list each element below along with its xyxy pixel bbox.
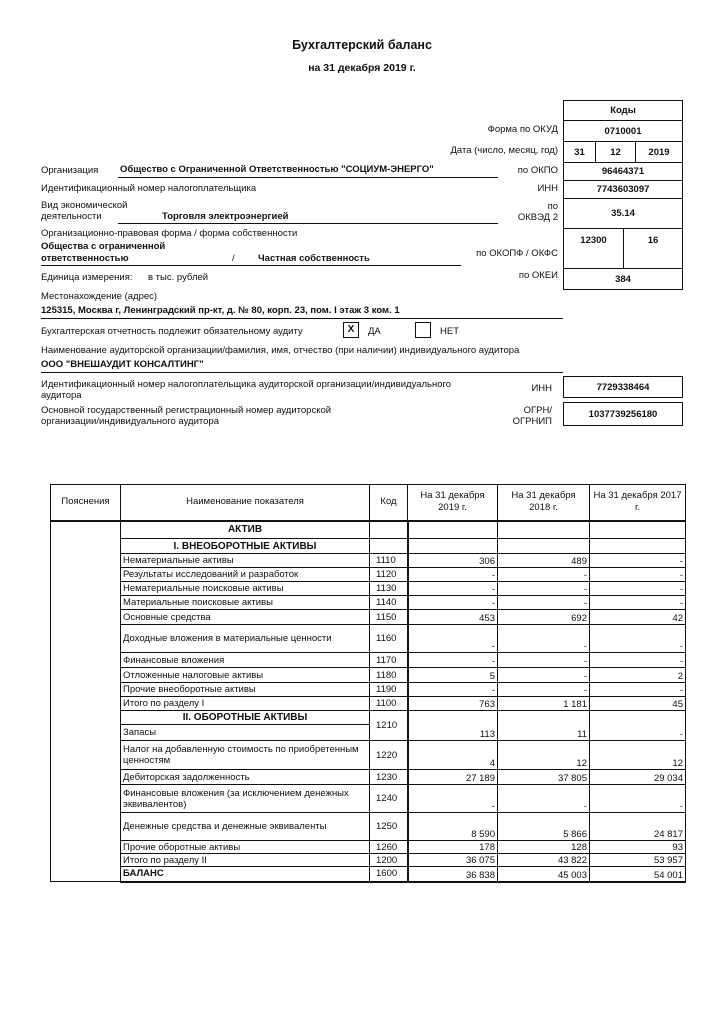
row-value-2019: - [408, 785, 498, 813]
row-value-2018: 12 [498, 741, 590, 770]
unit-label: Единица измерения: [41, 272, 133, 283]
row-value-2018: 5 866 [498, 813, 590, 841]
okopf-code: 12300 [564, 229, 624, 269]
row-code: 1260 [370, 841, 408, 854]
table-row [51, 653, 686, 668]
header-name: Наименование показателя [121, 485, 370, 521]
date-day: 31 [564, 142, 596, 162]
row-value-2019: - [408, 683, 498, 697]
okei-code: 384 [564, 268, 682, 289]
row-value-2018: - [498, 653, 590, 668]
audit-no-checkbox[interactable] [415, 322, 431, 338]
row-value-2018: 1 181 [498, 697, 590, 711]
table-row-subtotal [51, 854, 686, 867]
row-code: 1190 [370, 683, 408, 697]
row-name: Прочие внеоборотные активы [121, 683, 370, 697]
header-2018: На 31 декабря 2018 г. [498, 485, 590, 521]
auditor-underline [41, 372, 563, 373]
row-code: 1210 [370, 711, 408, 741]
row-value-2017: 2 [590, 668, 686, 683]
activity-label-1: Вид экономической [41, 200, 128, 211]
row-code: 1230 [370, 770, 408, 785]
table-row [51, 683, 686, 697]
inn-label: ИНН [537, 183, 558, 194]
row-code: 1180 [370, 668, 408, 683]
table-row [51, 554, 686, 568]
activity-value: Торговля электроэнергией [162, 211, 289, 222]
row-name: Отложенные налоговые активы [121, 668, 370, 683]
row-code: 1170 [370, 653, 408, 668]
row-value-2017: 53 957 [590, 854, 686, 867]
row-code: 1200 [370, 854, 408, 867]
row-name: Доходные вложения в материальные ценности [121, 625, 370, 653]
row-name: Нематериальные активы [121, 554, 370, 568]
ogrn-label-1: Основной государственный регистрационный номер аудиторской [41, 405, 332, 416]
okei-label: по ОКЕИ [518, 270, 558, 281]
ogrn-code-label-1: ОГРН/ [523, 405, 552, 416]
table-row [51, 582, 686, 596]
row-value-2018: - [498, 785, 590, 813]
address-value: 125315, Москва г, Ленинградский пр-кт, д. № 80, корп. 23, пом. I этаж 3 ком. 1 [41, 305, 400, 316]
row-name: Итого по разделу II [121, 854, 370, 867]
table-row [51, 741, 686, 770]
row-value-2019: - [408, 653, 498, 668]
row-name: Дебиторская задолженность [121, 770, 370, 785]
form-line-2: ответственностью [41, 253, 129, 264]
asset-title-row [51, 521, 686, 539]
balance-table [50, 484, 686, 883]
row-name: Материальные поисковые активы [121, 596, 370, 610]
row-value-2018: 11 [498, 711, 590, 741]
okpo-label: по ОКПО [517, 165, 558, 176]
table-row-total [51, 867, 686, 882]
row-name: Основные средства [121, 610, 370, 625]
section2-title-row [51, 711, 686, 725]
auditor-inn-code-label: ИНН [531, 383, 552, 394]
row-value-2017: 12 [590, 741, 686, 770]
row-value-2018: 692 [498, 610, 590, 625]
header-code: Код [370, 485, 408, 521]
row-value-2019: 5 [408, 668, 498, 683]
row-code: 1150 [370, 610, 408, 625]
row-value-2019: - [408, 596, 498, 610]
row-value-2019: - [408, 582, 498, 596]
date-label: Дата (число, месяц, год) [450, 145, 558, 156]
table-header-row [51, 485, 686, 521]
okpo-code: 96464371 [564, 162, 682, 180]
auditor-label: Наименование аудиторской организации/фамилия, имя, отчество (при наличии) индивидуального аудитора [41, 345, 520, 356]
row-name: Запасы [121, 725, 370, 741]
form-line-1: Общества с ограниченной [41, 241, 166, 252]
row-value-2018: - [498, 625, 590, 653]
auditor-name: ООО "ВНЕШАУДИТ КОНСАЛТИНГ" [41, 359, 204, 370]
row-value-2019: 8 590 [408, 813, 498, 841]
row-code: 1250 [370, 813, 408, 841]
row-code: 1240 [370, 785, 408, 813]
okved-label-1: по [547, 201, 558, 212]
table-row-subtotal [51, 697, 686, 711]
row-value-2017: 24 817 [590, 813, 686, 841]
row-value-2017: 54 001 [590, 867, 686, 882]
okved-code: 35.14 [564, 198, 682, 228]
unit-value: в тыс. рублей [148, 272, 209, 283]
row-value-2017: - [590, 711, 686, 741]
row-value-2017: 45 [590, 697, 686, 711]
row-value-2019: 36 838 [408, 867, 498, 882]
row-value-2019: 27 189 [408, 770, 498, 785]
section2-title: II. ОБОРОТНЫЕ АКТИВЫ [121, 711, 370, 725]
row-name: Денежные средства и денежные эквиваленты [121, 813, 370, 841]
audit-yes-label: ДА [368, 326, 381, 337]
date-year: 2019 [648, 146, 670, 158]
activity-label-2: деятельности [41, 211, 102, 222]
ogrn-label-2: организации/индивидуального аудитора [41, 416, 219, 427]
form-underline [41, 265, 461, 266]
table-row [51, 841, 686, 854]
okopf-code-row [564, 228, 682, 268]
audit-no-label: НЕТ [440, 326, 459, 337]
page-subtitle: на 31 декабря 2019 г. [308, 62, 416, 74]
table-row [51, 785, 686, 813]
row-code: 1110 [370, 554, 408, 568]
row-code: 1600 [370, 867, 408, 882]
row-code: 1120 [370, 568, 408, 582]
row-value-2018: 45 003 [498, 867, 590, 882]
row-value-2019: 178 [408, 841, 498, 854]
table-row [51, 668, 686, 683]
codes-title: Коды [610, 105, 636, 116]
date-month: 12 [596, 142, 636, 162]
header-2019: На 31 декабря 2019 г. [408, 485, 498, 521]
row-code: 1100 [370, 697, 408, 711]
audit-question: Бухгалтерская отчетность подлежит обязательному аудиту [41, 326, 303, 337]
auditor-inn-label-2: аудитора [41, 390, 82, 401]
row-name: Прочие оборотные активы [121, 841, 370, 854]
form-label: Организационно-правовая форма / форма собственности [41, 228, 298, 239]
row-value-2017: - [590, 554, 686, 568]
org-name: Общество с Ограниченной Ответственностью "СОЦИУМ-ЭНЕРГО" [120, 164, 434, 175]
row-value-2018: 37 805 [498, 770, 590, 785]
table-row [51, 770, 686, 785]
row-value-2019: 763 [408, 697, 498, 711]
row-value-2018: 43 822 [498, 854, 590, 867]
row-value-2018: - [498, 582, 590, 596]
date-code-row [564, 141, 682, 162]
activity-underline [118, 223, 498, 224]
row-value-2017: - [590, 568, 686, 582]
row-value-2017: - [590, 683, 686, 697]
address-label: Местонахождение (адрес) [41, 291, 158, 302]
row-value-2019: 36 075 [408, 854, 498, 867]
auditor-inn-label-1: Идентификационный номер налогоплательщика аудиторской организации/индивидуального [41, 379, 452, 390]
row-value-2018: - [498, 568, 590, 582]
header-notes: Пояснения [51, 485, 121, 521]
row-value-2018: - [498, 596, 590, 610]
org-underline [118, 177, 498, 178]
row-value-2017: - [590, 625, 686, 653]
audit-yes-checkbox[interactable]: X [343, 322, 359, 338]
row-code: 1220 [370, 741, 408, 770]
row-value-2017: - [590, 785, 686, 813]
okud-code: 0710001 [564, 120, 682, 141]
row-value-2019: - [408, 568, 498, 582]
row-value-2017: 29 034 [590, 770, 686, 785]
row-name: Результаты исследований и разработок [121, 568, 370, 582]
table-row [51, 610, 686, 625]
row-value-2017: - [590, 582, 686, 596]
row-value-2019: 113 [408, 711, 498, 741]
row-code: 1160 [370, 625, 408, 653]
ownership-value: Частная собственность [258, 253, 370, 264]
row-name: Нематериальные поисковые активы [121, 582, 370, 596]
header-2017: На 31 декабря 2017 г. [590, 485, 686, 521]
row-value-2018: - [498, 683, 590, 697]
form-separator: / [232, 253, 235, 264]
table-row [51, 813, 686, 841]
okved-label-2: ОКВЭД 2 [517, 212, 558, 223]
okfs-code: 16 [647, 235, 659, 246]
row-value-2019: 306 [408, 554, 498, 568]
row-value-2017: 42 [590, 610, 686, 625]
row-name: Итого по разделу I [121, 697, 370, 711]
table-row [51, 596, 686, 610]
page-title: Бухгалтерский баланс [292, 38, 432, 52]
inn-desc-label: Идентификационный номер налогоплательщика [41, 183, 257, 194]
table-row [51, 625, 686, 653]
table-row [51, 568, 686, 582]
notes-column [51, 521, 121, 882]
row-value-2017: - [590, 596, 686, 610]
okopf-label: по ОКОПФ / ОКФС [476, 248, 558, 259]
row-code: 1140 [370, 596, 408, 610]
row-name: Финансовые вложения (за исключением денежных эквивалентов) [121, 785, 370, 813]
okud-label: Форма по ОКУД [487, 124, 558, 135]
row-name: Налог на добавленную стоимость по приобретенным ценностям [121, 741, 370, 770]
auditor-inn-value: 7729338464 [563, 376, 683, 398]
section1-title: I. ВНЕОБОРОТНЫЕ АКТИВЫ [121, 539, 370, 554]
row-value-2017: - [590, 653, 686, 668]
row-value-2018: 128 [498, 841, 590, 854]
row-value-2019: - [408, 625, 498, 653]
row-code: 1130 [370, 582, 408, 596]
inn-code: 7743603097 [564, 180, 682, 198]
row-value-2018: - [498, 668, 590, 683]
row-value-2017: 93 [590, 841, 686, 854]
row-name: Финансовые вложения [121, 653, 370, 668]
asset-title: АКТИВ [121, 521, 370, 539]
row-value-2018: 489 [498, 554, 590, 568]
section1-title-row [51, 539, 686, 554]
row-value-2019: 4 [408, 741, 498, 770]
address-underline [41, 318, 563, 319]
row-value-2019: 453 [408, 610, 498, 625]
ogrn-value: 1037739256180 [563, 402, 683, 426]
row-name: БАЛАНС [121, 867, 370, 882]
ogrn-code-label-2: ОГРНИП [512, 416, 552, 427]
org-label: Организация [41, 165, 99, 176]
codes-box [563, 100, 683, 290]
